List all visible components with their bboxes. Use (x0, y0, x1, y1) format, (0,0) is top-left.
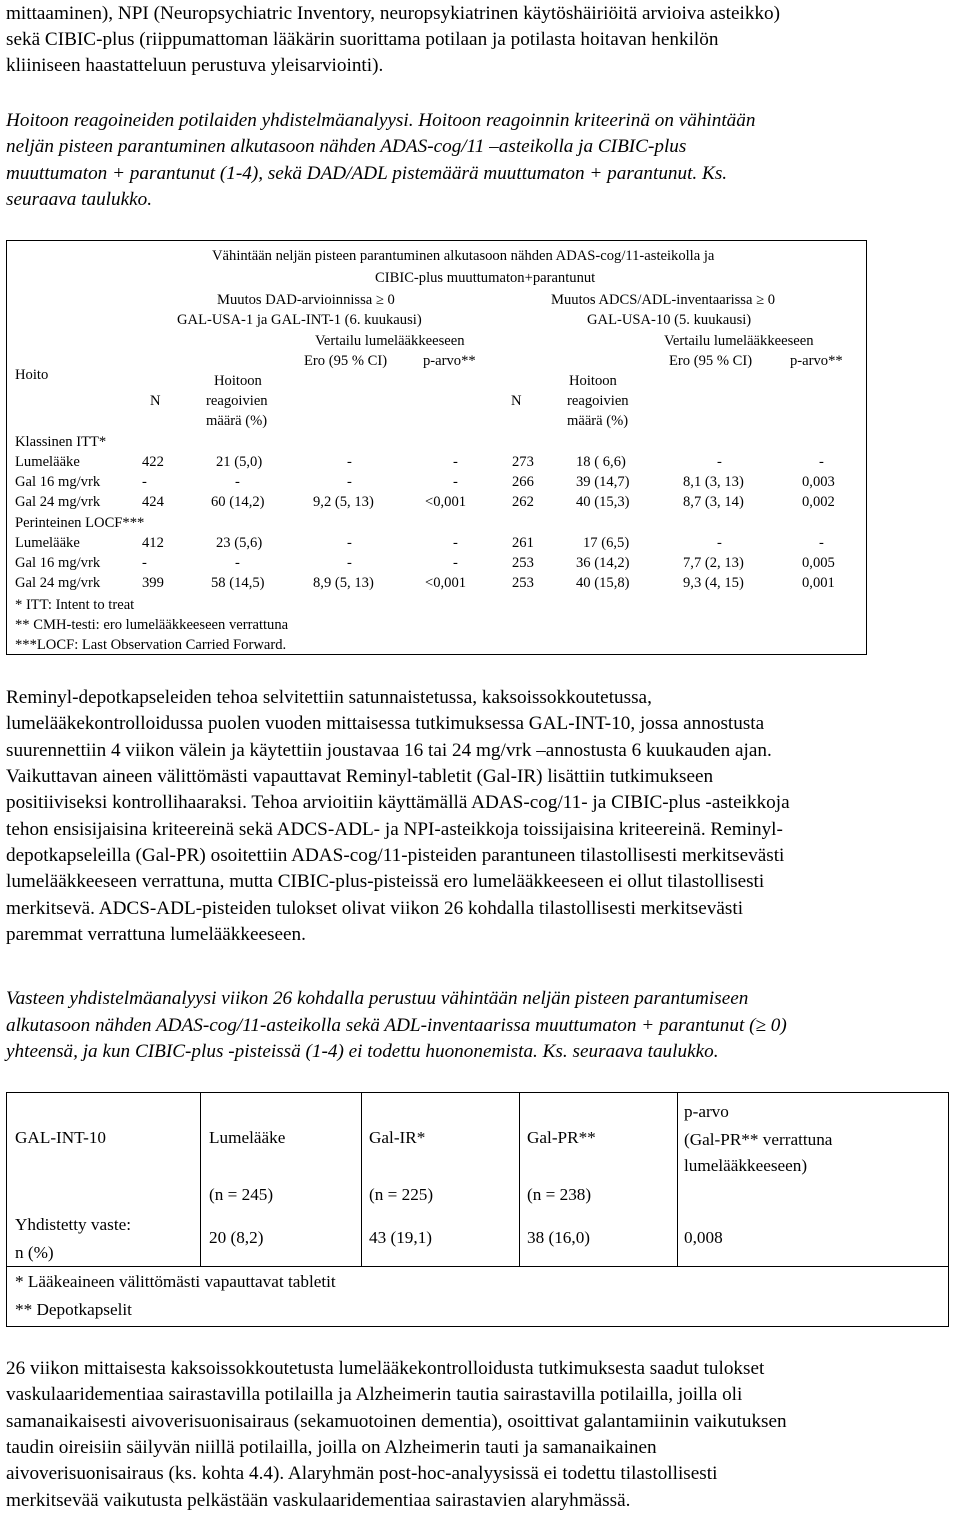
table-cell: 424 (142, 494, 164, 510)
p-value: 0,008 (684, 1228, 723, 1247)
table-cell: - (453, 474, 458, 490)
table-cell: - (453, 535, 458, 551)
p-value-header: (Gal-PR** verrattuna (684, 1130, 833, 1149)
table-header-top: Vähintään neljän pisteen parantuminen alkutasoon nähden ADAS-cog/11-asteikolla ja (212, 248, 715, 264)
table-cell: - (347, 535, 352, 551)
paragraph-line: alkutasoon nähden ADAS-cog/11-asteikolla sekä ADL-inventaarissa muuttumaton + parantunut (≥ 0) (6, 1015, 787, 1036)
table-cell: 23 (5,6) (216, 535, 263, 551)
table-cell: 261 (512, 535, 534, 551)
table-cell: 8,1 (3, 13) (683, 474, 744, 490)
placebo-header: Lumelääke (209, 1128, 286, 1147)
section-header: Klassinen ITT* (15, 434, 107, 450)
table-cell: - (819, 535, 824, 551)
table-footnote: ** Depotkapselit (15, 1300, 132, 1319)
p-value-header: p-arvo** (423, 353, 476, 369)
table-cell: - (453, 555, 458, 571)
table-footnote: ** CMH-testi: ero lumelääkkeeseen verrattuna (15, 617, 289, 633)
intro-line: sekä CIBIC-plus (riippumattoman lääkärin suorittama potilaan ja potilasta hoitavan henkilön (6, 29, 719, 50)
table-cell: 7,7 (2, 13) (683, 555, 744, 571)
intro-line: mittaaminen), NPI (Neuropsychiatric Inventory, neuropsykiatrinen käytöshäiriöitä arvioiva asteikko) (6, 3, 781, 24)
table-cell: <0,001 (425, 575, 467, 591)
table-footnote: ***LOCF: Last Observation Carried Forward. (15, 637, 287, 653)
table-cell: 412 (142, 535, 164, 551)
table-cell: - (347, 555, 352, 571)
table-cell: - (717, 454, 722, 470)
table-cell: 422 (142, 454, 164, 470)
table-cell: 0,005 (802, 555, 835, 571)
paragraph-line: suurennettiin 4 viikon välein ja käytettiin joustavaa 16 tai 24 mg/vrk –annostusta 6 kuukauden ajan. (6, 740, 772, 761)
paragraph-line: taudin oireisiin säilyvän niillä potilailla, joilla on Alzheimerin tauti ja samanaikainen (6, 1437, 657, 1458)
table-cell: 9,3 (4, 15) (683, 575, 744, 591)
paragraph-line: 26 viikon mittaisesta kaksoissokkoutetusta lumelääkekontrolloidusta tutkimuksesta saadut tulokset (6, 1358, 765, 1379)
table-cell: 266 (512, 474, 534, 490)
row-label: Yhdistetty vaste: (15, 1215, 131, 1234)
paragraph-line: Reminyl-depotkapseleiden tehoa selvitettiin satunnaistetussa, kaksoissokkoutetussa, (6, 687, 652, 708)
table-cell: - (453, 454, 458, 470)
paragraph-line: seuraava taulukko. (6, 189, 153, 210)
paragraph-line: positiiviseksi kontrollihaaraksi. Tehoa arvioitiin käyttämällä ADAS-cog/11- ja CIBIC-plus -asteikkoja (6, 792, 790, 813)
table-cell: 60 (14,2) (211, 494, 265, 510)
right-group-header: Muutos ADCS/ADL-inventaarissa ≥ 0 (551, 292, 776, 308)
paragraph-line: yhteensä, ja kun CIBIC-plus -pisteissä (1-4) ei todettu huononemista. Ks. seuraava taulukko. (6, 1041, 719, 1062)
table-cell: Lumelääke (15, 535, 80, 551)
table-cell: 58 (14,5) (211, 575, 265, 591)
gal-ir-header: Gal-IR* (369, 1128, 426, 1147)
gal-pr-n: (n = 238) (527, 1185, 592, 1204)
table-cell: 40 (15,8) (576, 575, 630, 591)
table-cell: 40 (15,3) (576, 494, 630, 510)
study-header: GAL-INT-10 (15, 1128, 107, 1147)
placebo-value: 20 (8,2) (209, 1228, 264, 1247)
table-cell: 9,2 (5, 13) (313, 494, 374, 510)
paragraph-line: Vasteen yhdistelmäanalyysi viikon 26 kohdalla perustuu vähintään neljän pisteen parantumiseen (6, 988, 749, 1009)
paragraph-line: lumelääkkeeseen verrattuna, mutta CIBIC-plus-pisteissä ero lumelääkkeeseen ei ollut tilastollisesti (6, 871, 765, 892)
row-label: n (%) (15, 1243, 54, 1262)
gal-ir-value: 43 (19,1) (369, 1228, 433, 1247)
p-value-header: p-arvo (684, 1102, 729, 1121)
paragraph-line: paremmat verrattuna lumelääkkeeseen. (6, 924, 306, 945)
gal-ir-n: (n = 225) (369, 1185, 434, 1204)
responders-header: reagoivien (206, 393, 268, 409)
difference-header: Ero (95 % CI) (304, 353, 388, 369)
left-group-subheader: GAL-USA-1 ja GAL-INT-1 (6. kuukausi) (177, 312, 422, 328)
table-cell: - (142, 474, 147, 490)
table-cell: Gal 24 mg/vrk (15, 494, 101, 510)
responders-header: Hoitoon (214, 373, 262, 389)
paragraph-line: aivoverisuonisairaus (ks. kohta 4.4). Alaryhmän post-hoc-analyysissä ei todettu tilastollisesti (6, 1463, 718, 1484)
gal-pr-value: 38 (16,0) (527, 1228, 591, 1247)
table-cell: 0,003 (802, 474, 835, 490)
responders-header: Hoitoon (569, 373, 617, 389)
table-cell: 0,002 (802, 494, 835, 510)
paragraph-line: tehon ensisijaisina kriteereinä sekä ADCS-ADL- ja NPI-asteikkoja toissijaisina kriteereinä. Reminyl- (6, 819, 783, 840)
n-header: N (511, 393, 522, 409)
table-footnote: * Lääkeaineen välittömästi vapauttavat tabletit (15, 1272, 336, 1291)
table-cell: - (819, 454, 824, 470)
table-cell: Gal 24 mg/vrk (15, 575, 101, 591)
table-cell: 21 (5,0) (216, 454, 263, 470)
table-cell: - (235, 555, 240, 571)
paragraph-line: vaskulaaridementiaa sairastavilla potilailla ja Alzheimerin tautia sairastavilla potilailla, joilla oli (6, 1384, 743, 1405)
paragraph-line: lumelääkekontrolloidussa puolen vuoden mittaisessa tutkimuksessa GAL-INT-10, jossa annostusta (6, 713, 765, 734)
table-cell: <0,001 (425, 494, 467, 510)
table-footnote: * ITT: Intent to treat (15, 597, 135, 613)
p-value-header: lumelääkkeeseen) (684, 1156, 808, 1175)
intro-line: kliiniseen haastatteluun perustuva yleisarviointi). (6, 55, 384, 76)
responders-header: määrä (%) (567, 413, 629, 429)
table-cell: 399 (142, 575, 164, 591)
section-header: Perinteinen LOCF*** (15, 515, 145, 531)
placebo-n: (n = 245) (209, 1185, 274, 1204)
table-cell: 8,9 (5, 13) (313, 575, 374, 591)
comparison-header: Vertailu lumelääkkeeseen (664, 333, 814, 349)
paragraph-line: samanaikaisesti aivoverisuonisairaus (sekamuotoinen dementia), osoittivat galantamiinin vaikutuksen (6, 1411, 787, 1432)
table-cell: 273 (512, 454, 534, 470)
table-cell: 17 (6,5) (583, 535, 630, 551)
p-value-header: p-arvo** (790, 353, 843, 369)
table-cell: Gal 16 mg/vrk (15, 555, 101, 571)
table-cell: Gal 16 mg/vrk (15, 474, 101, 490)
gal-pr-header: Gal-PR** (527, 1128, 596, 1147)
left-group-header: Muutos DAD-arvioinnissa ≥ 0 (217, 292, 395, 308)
paragraph-line: depotkapseleilla (Gal-PR) osoitettiin ADAS-cog/11-pisteiden parantuneen tilastollisesti merkitsevästi (6, 845, 785, 866)
table-cell: 0,001 (802, 575, 835, 591)
table-cell: - (717, 535, 722, 551)
table-cell: 36 (14,2) (576, 555, 630, 571)
paragraph-line: merkitsevää vaikutusta pelkästään vaskulaaridementiaa sairastavien alaryhmässä. (6, 1490, 631, 1511)
paragraph-line: Hoitoon reagoineiden potilaiden yhdistelmäanalyysi. Hoitoon reagoinnin kriteerinä on vähintään (6, 110, 756, 131)
table-cell: - (347, 454, 352, 470)
n-header: N (150, 393, 161, 409)
table-cell: 8,7 (3, 14) (683, 494, 744, 510)
table-cell: 253 (512, 575, 534, 591)
table-cell: 253 (512, 555, 534, 571)
paragraph-line: Vaikuttavan aineen välittömästi vapauttavat Reminyl-tabletit (Gal-IR) lisättiin tutkimukseen (6, 766, 714, 787)
table-cell: 39 (14,7) (576, 474, 630, 490)
difference-header: Ero (95 % CI) (669, 353, 753, 369)
treatment-header: Hoito (15, 367, 49, 383)
comparison-header: Vertailu lumelääkkeeseen (315, 333, 465, 349)
responders-header: reagoivien (567, 393, 629, 409)
table-header-top: CIBIC-plus muuttumaton+parantunut (375, 270, 596, 286)
right-group-subheader: GAL-USA-10 (5. kuukausi) (587, 312, 752, 328)
table-cell: - (142, 555, 147, 571)
responders-header: määrä (%) (206, 413, 268, 429)
paragraph-line: muuttumaton + parantunut (1-4), sekä DAD/ADL pistemäärä muuttumaton + parantunut. Ks. (6, 163, 728, 184)
paragraph-line: neljän pisteen parantuminen alkutasoon nähden ADAS-cog/11 –asteikolla ja CIBIC-plus (6, 136, 687, 157)
table-cell: - (347, 474, 352, 490)
table-cell: 262 (512, 494, 534, 510)
paragraph-line: merkitsevä. ADCS-ADL-pisteiden tulokset olivat viikon 26 kohdalla tilastollisesti merkitsevästi (6, 898, 744, 919)
table-cell: 18 ( 6,6) (576, 454, 626, 470)
table-cell: Lumelääke (15, 454, 80, 470)
table-cell: - (235, 474, 240, 490)
